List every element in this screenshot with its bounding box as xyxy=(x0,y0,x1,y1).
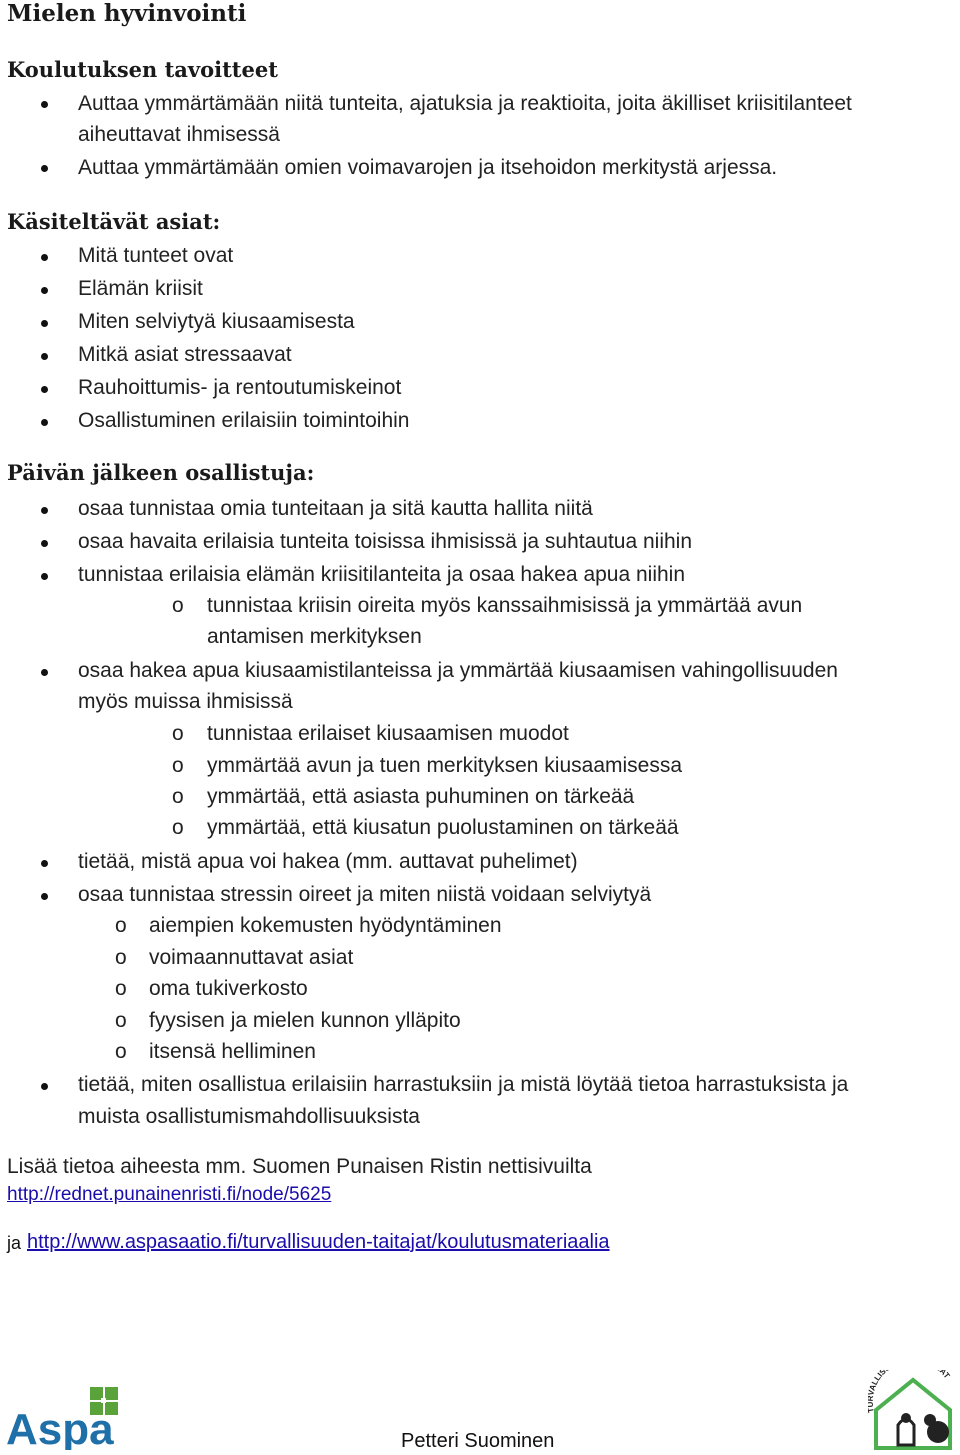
list-item: Mitä tunteet ovat xyxy=(78,244,234,267)
link-aspasaatio[interactable]: http://www.aspasaatio.fi/turvallisuuden-taitajat/koulutusmateriaalia xyxy=(27,1231,610,1253)
heading-kasiteltavat-asiat: Käsiteltävät asiat: xyxy=(7,209,221,234)
author-name: Petteri Suominen xyxy=(401,1430,555,1452)
bullet-icon xyxy=(41,540,48,547)
sub-list-item-continuation: antamisen merkityksen xyxy=(207,625,422,648)
sub-bullet-icon: o xyxy=(115,1040,127,1063)
aspa-logo xyxy=(6,1384,118,1450)
sub-bullet-icon: o xyxy=(115,946,127,969)
heading-paivan-jalkeen: Päivän jälkeen osallistuja: xyxy=(7,460,315,485)
bullet-icon xyxy=(41,353,48,360)
list-item-continuation: myös muissa ihmisissä xyxy=(78,690,293,713)
sub-list-item: tunnistaa erilaiset kiusaamisen muodot xyxy=(207,722,569,745)
sub-bullet-icon: o xyxy=(172,722,184,745)
sub-bullet-icon: o xyxy=(172,816,184,839)
bullet-icon xyxy=(41,287,48,294)
bullet-icon xyxy=(41,860,48,867)
list-item: tunnistaa erilaisia elämän kriisitilanteita ja osaa hakea apua niihin xyxy=(78,563,686,586)
sub-list-item: ymmärtää, että kiusatun puolustaminen on tärkeää xyxy=(207,816,679,839)
link-rednet[interactable]: http://rednet.punainenristi.fi/node/5625 xyxy=(7,1184,332,1205)
page-title: Mielen hyvinvointi xyxy=(7,0,247,27)
sub-list-item: tunnistaa kriisin oireita myös kanssaihmisissä ja ymmärtää avun xyxy=(207,594,803,617)
sub-list-item: fyysisen ja mielen kunnon ylläpito xyxy=(149,1009,461,1032)
list-item: Rauhoittumis- ja rentoutumiskeinot xyxy=(78,376,402,399)
bullet-icon xyxy=(41,386,48,393)
bullet-icon xyxy=(41,1083,48,1090)
list-item: Auttaa ymmärtämään omien voimavarojen ja itsehoidon merkitystä arjessa. xyxy=(78,156,778,179)
list-item: Auttaa ymmärtämään niitä tunteita, ajatuksia ja reaktioita, joita äkilliset kriisitilanteet xyxy=(78,92,852,115)
bullet-icon xyxy=(41,573,48,580)
sub-list-item: itsensä helliminen xyxy=(149,1040,316,1063)
list-item: Miten selviytyä kiusaamisesta xyxy=(78,310,355,333)
list-item: osaa tunnistaa omia tunteitaan ja sitä kautta hallita niitä xyxy=(78,497,593,520)
house-logo-icon xyxy=(868,1370,958,1450)
sub-bullet-icon: o xyxy=(172,594,184,617)
list-item: Mitkä asiat stressaavat xyxy=(78,343,292,366)
bullet-icon xyxy=(41,669,48,676)
heading-koulutuksen-tavoitteet: Koulutuksen tavoitteet xyxy=(7,57,278,82)
sub-bullet-icon: o xyxy=(172,754,184,777)
turvallisuuden-taitajat-logo xyxy=(868,1370,958,1450)
aspa-logo-icon xyxy=(6,1384,118,1450)
bullet-icon xyxy=(41,507,48,514)
sub-bullet-icon: o xyxy=(115,1009,127,1032)
list-item-continuation: aiheuttavat ihmisessä xyxy=(78,123,280,146)
sub-list-item: voimaannuttavat asiat xyxy=(149,946,354,969)
bullet-icon xyxy=(41,101,48,108)
sub-list-item: ymmärtää, että asiasta puhuminen on tärkeää xyxy=(207,785,635,808)
sub-list-item: ymmärtää avun ja tuen merkityksen kiusaamisessa xyxy=(207,754,683,777)
aspa-logo-text: Aspa xyxy=(6,1405,114,1450)
logo-arc-text: ALLIS AT xyxy=(868,1370,952,1392)
bullet-icon xyxy=(41,254,48,261)
list-item: Osallistuminen erilaisiin toimintoihin xyxy=(78,409,410,432)
list-item: osaa hakea apua kiusaamistilanteissa ja ymmärtää kiusaamisen vahingollisuuden xyxy=(78,659,838,682)
list-item: osaa tunnistaa stressin oireet ja miten niistä voidaan selviytyä xyxy=(78,883,652,906)
bullet-icon xyxy=(41,165,48,172)
and-word: ja xyxy=(7,1233,22,1253)
bullet-icon xyxy=(41,893,48,900)
sub-bullet-icon: o xyxy=(115,914,127,937)
bullet-icon xyxy=(41,419,48,426)
list-item: osaa havaita erilaisia tunteita toisissa ihmisissä ja suhtautua niihin xyxy=(78,530,693,553)
bullet-icon xyxy=(41,320,48,327)
sub-bullet-icon: o xyxy=(172,785,184,808)
list-item: tietää, miten osallistua erilaisiin harrastuksiin ja mistä löytää tietoa harrastuksista ja xyxy=(78,1073,849,1096)
list-item: tietää, mistä apua voi hakea (mm. auttavat puhelimet) xyxy=(78,850,578,873)
more-info-text: Lisää tietoa aiheesta mm. Suomen Punaisen Ristin nettisivuilta xyxy=(7,1155,592,1178)
sub-list-item: aiempien kokemusten hyödyntäminen xyxy=(149,914,502,937)
sub-list-item: oma tukiverkosto xyxy=(149,977,308,1000)
list-item: Elämän kriisit xyxy=(78,277,203,300)
list-item-continuation: muista osallistumismahdollisuuksista xyxy=(78,1105,420,1128)
sub-bullet-icon: o xyxy=(115,977,127,1000)
